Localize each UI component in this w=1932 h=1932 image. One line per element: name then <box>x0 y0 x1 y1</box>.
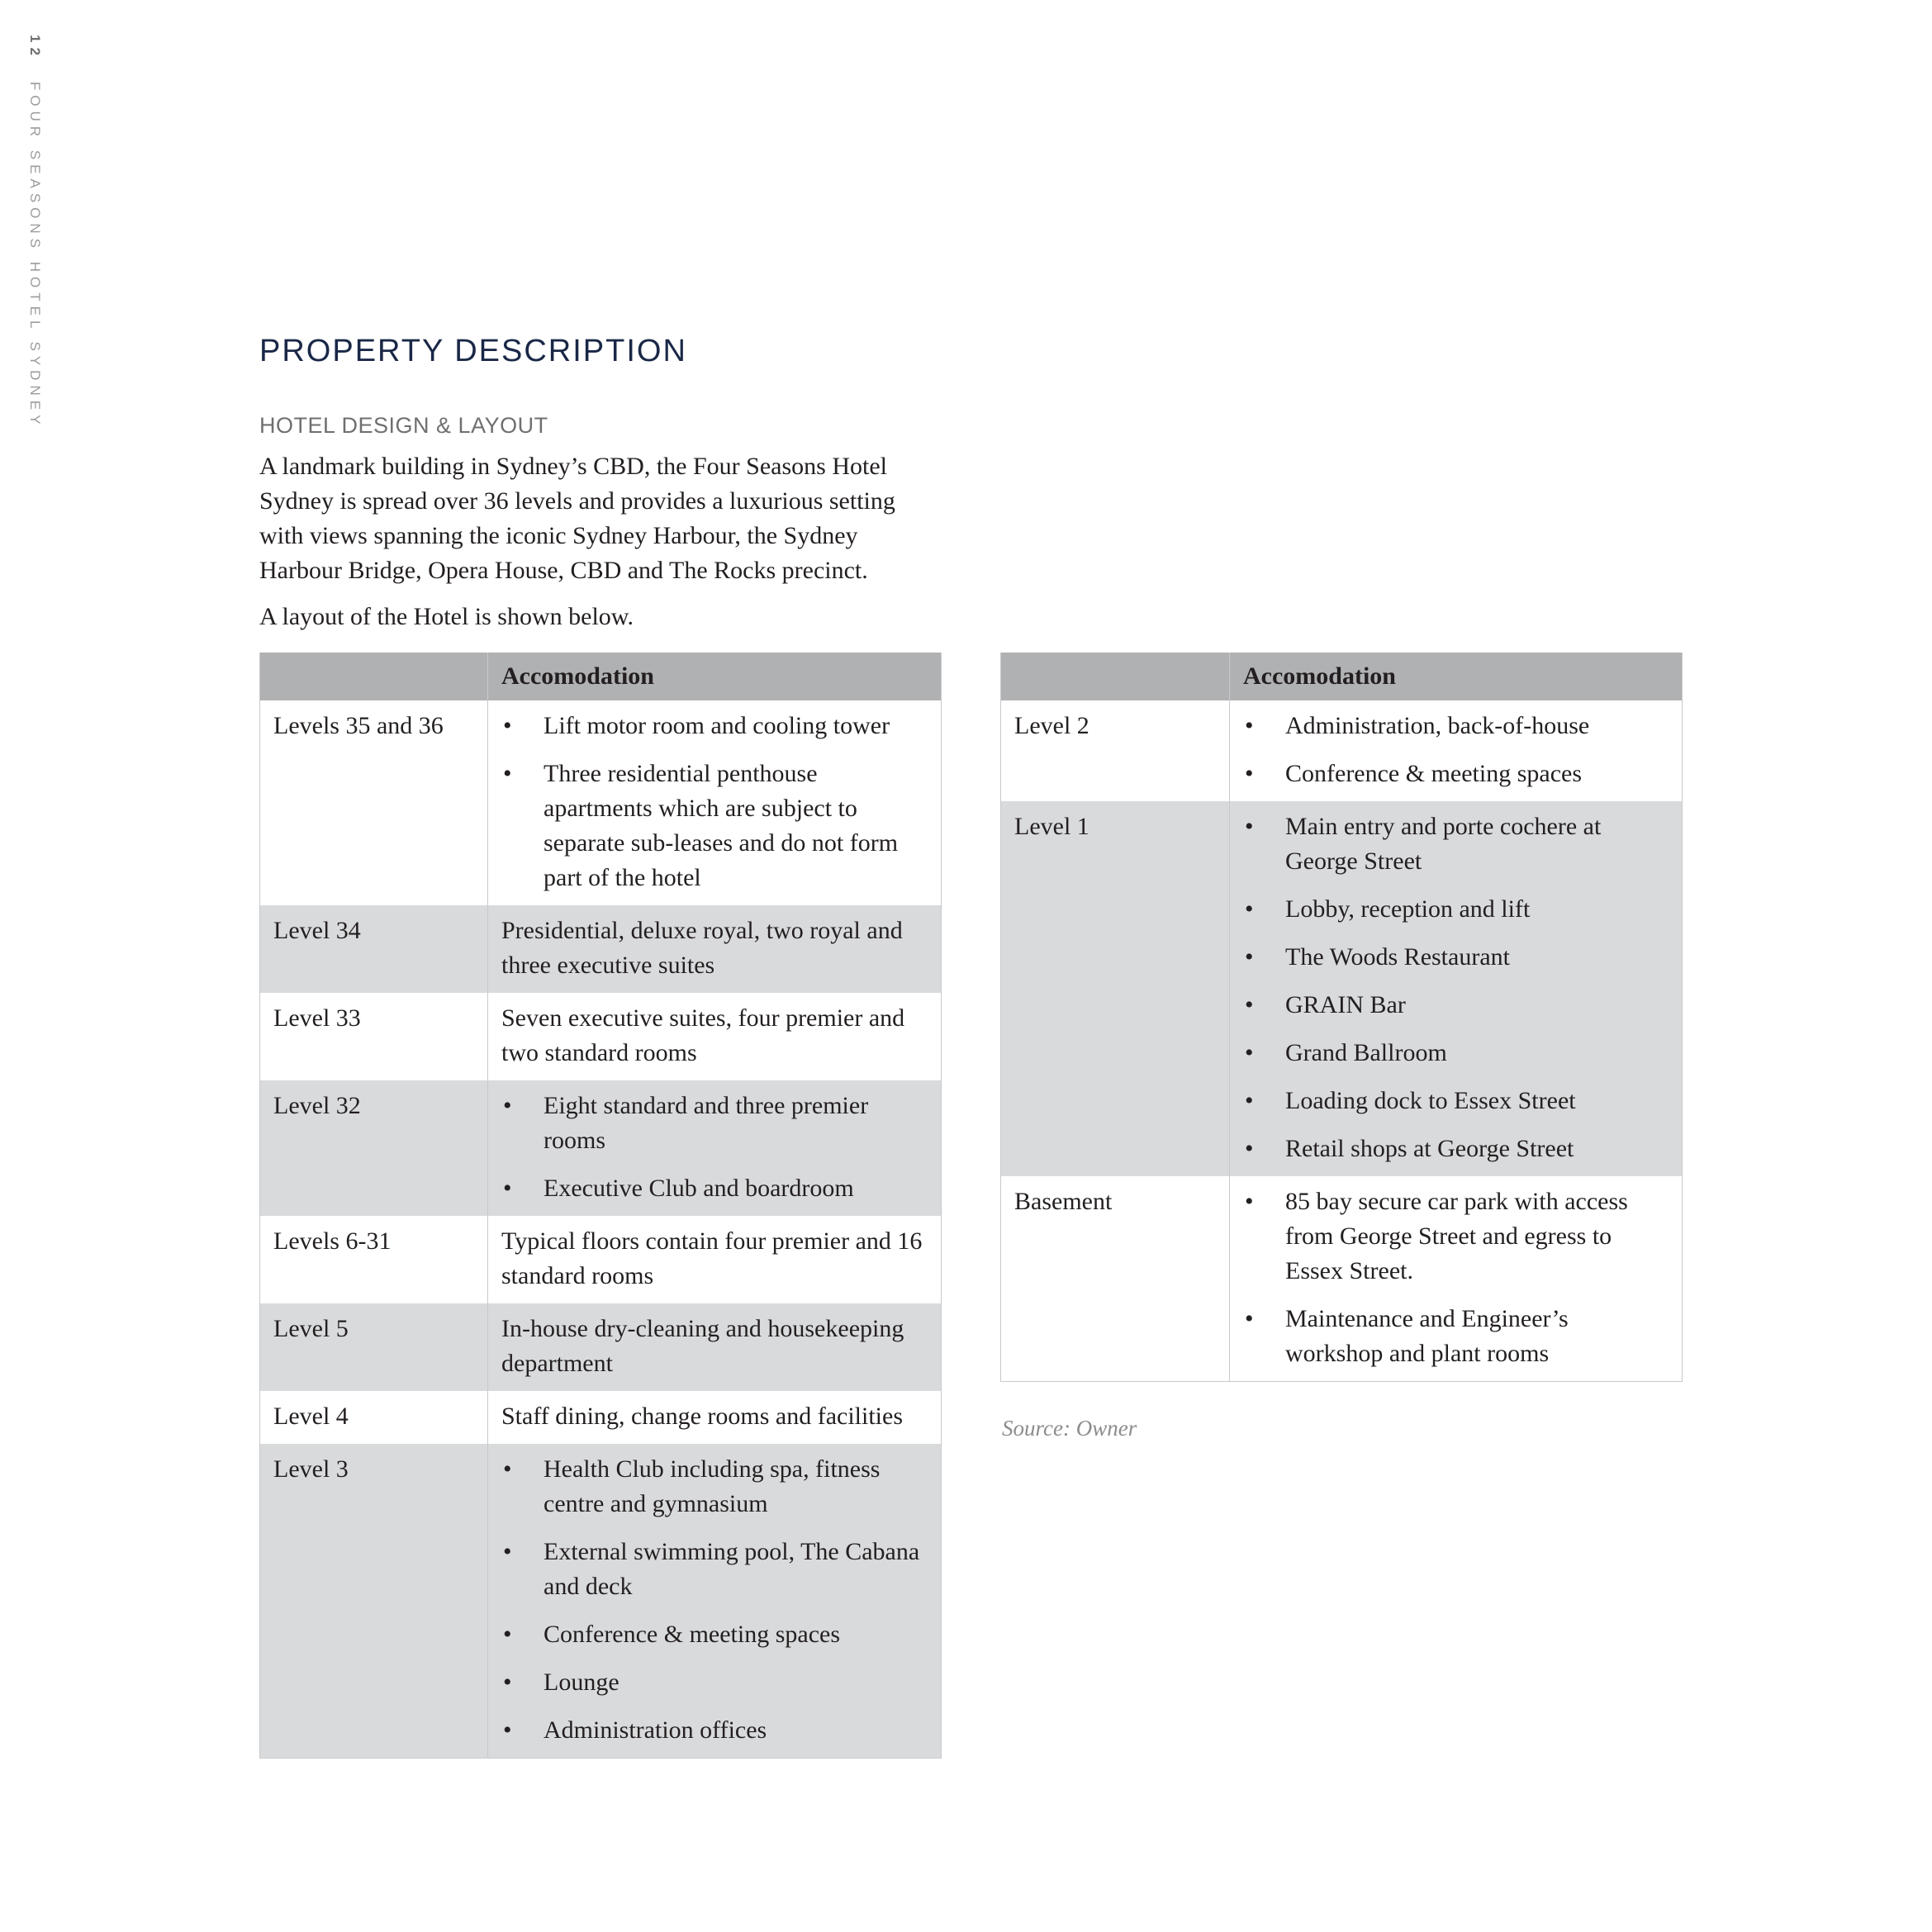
level-cell: Level 32 <box>260 1080 488 1216</box>
accommodation-cell <box>1230 801 1683 1176</box>
list-item: • Loading dock to Essex Street <box>1243 1084 1669 1118</box>
table-row <box>1001 801 1683 1176</box>
levels-table-right <box>1000 653 1683 1382</box>
level-cell: Levels 6-31 <box>260 1216 488 1303</box>
bullet-list <box>501 1089 928 1206</box>
list-item: • GRAIN Bar <box>1243 988 1669 1023</box>
table-row <box>260 700 942 905</box>
bullet-list <box>1243 709 1669 791</box>
accommodation-cell: Staff dining, change rooms and facilities <box>488 1391 942 1444</box>
publication-title: FOUR SEASONS HOTEL SYDNEY <box>27 81 43 430</box>
accommodation-cell: Presidential, deluxe royal, two royal and three executive suites <box>488 905 942 993</box>
table-header-row <box>1001 653 1683 700</box>
table-row <box>1001 1176 1683 1382</box>
page-number: 12 <box>27 35 43 60</box>
level-cell: Level 2 <box>1001 700 1230 801</box>
level-cell: Level 34 <box>260 905 488 993</box>
table-row <box>260 1216 942 1303</box>
level-cell: Level 4 <box>260 1391 488 1444</box>
table-row <box>260 1080 942 1216</box>
list-item: • Grand Ballroom <box>1243 1036 1669 1070</box>
table-row <box>260 1444 942 1759</box>
list-item: • Health Club including spa, fitness centre and gymnasium <box>501 1452 928 1521</box>
list-item: • Maintenance and Engineer’s workshop and plant rooms <box>1243 1302 1669 1371</box>
header-accommodation-cell: Accomodation <box>1230 653 1683 700</box>
header-level-cell <box>1001 653 1230 700</box>
table-row <box>260 993 942 1080</box>
accommodation-cell: Typical floors contain four premier and 16 standard rooms <box>488 1216 942 1303</box>
table-row <box>1001 700 1683 801</box>
accommodation-cell <box>488 1080 942 1216</box>
header-accommodation-cell: Accomodation <box>488 653 942 700</box>
page-title: PROPERTY DESCRIPTION <box>259 334 687 368</box>
level-cell: Level 5 <box>260 1303 488 1391</box>
list-item: • Three residential penthouse apartments which are subject to separate sub-leases and do not form part of the hotel <box>501 757 928 895</box>
accommodation-cell: Seven executive suites, four premier and two standard rooms <box>488 993 942 1080</box>
list-item: • Main entry and porte cochere at George Street <box>1243 809 1669 879</box>
accommodation-cell <box>488 1444 942 1759</box>
intro-paragraph: A landmark building in Sydney’s CBD, the Four Seasons Hotel Sydney is spread over 36 levels and provides a luxurious setting with views spanning the iconic Sydney Harbour, the Sydney Harbour Bridge, Opera House, CBD and The Rocks precinct. <box>259 453 895 584</box>
side-running-header <box>26 35 43 429</box>
level-cell: Level 1 <box>1001 801 1230 1176</box>
list-item: • Administration offices <box>501 1713 928 1748</box>
table-row <box>260 1303 942 1391</box>
list-item: • 85 bay secure car park with access from George Street and egress to Essex Street. <box>1243 1184 1669 1289</box>
level-cell: Level 3 <box>260 1444 488 1759</box>
list-item: • Lounge <box>501 1665 928 1700</box>
table-row <box>260 905 942 993</box>
level-cell: Level 33 <box>260 993 488 1080</box>
list-item: • Administration, back-of-house <box>1243 709 1669 743</box>
list-item: • External swimming pool, The Cabana and deck <box>501 1535 928 1604</box>
levels-table-left <box>259 653 942 1759</box>
bullet-list <box>501 1452 928 1748</box>
accommodation-cell <box>1230 1176 1683 1382</box>
list-item: • Conference & meeting spaces <box>1243 757 1669 791</box>
list-item: • Retail shops at George Street <box>1243 1132 1669 1166</box>
table-row <box>260 1391 942 1444</box>
list-item: • The Woods Restaurant <box>1243 940 1669 975</box>
bullet-list <box>501 709 928 895</box>
source-note: Source: Owner <box>1002 1416 1137 1441</box>
layout-intro-paragraph: A layout of the Hotel is shown below. <box>259 603 634 630</box>
bullet-list <box>1243 809 1669 1166</box>
list-item: • Lift motor room and cooling tower <box>501 709 928 743</box>
header-level-cell <box>260 653 488 700</box>
list-item: • Executive Club and boardroom <box>501 1171 928 1206</box>
section-heading: HOTEL DESIGN & LAYOUT <box>259 413 548 438</box>
list-item: • Lobby, reception and lift <box>1243 892 1669 927</box>
accommodation-cell: In-house dry-cleaning and housekeeping department <box>488 1303 942 1391</box>
table-header-row <box>260 653 942 700</box>
bullet-list <box>1243 1184 1669 1371</box>
list-item: • Eight standard and three premier rooms <box>501 1089 928 1158</box>
level-cell: Levels 35 and 36 <box>260 700 488 905</box>
accommodation-cell <box>488 700 942 905</box>
list-item: • Conference & meeting spaces <box>501 1617 928 1652</box>
level-cell: Basement <box>1001 1176 1230 1382</box>
accommodation-cell <box>1230 700 1683 801</box>
